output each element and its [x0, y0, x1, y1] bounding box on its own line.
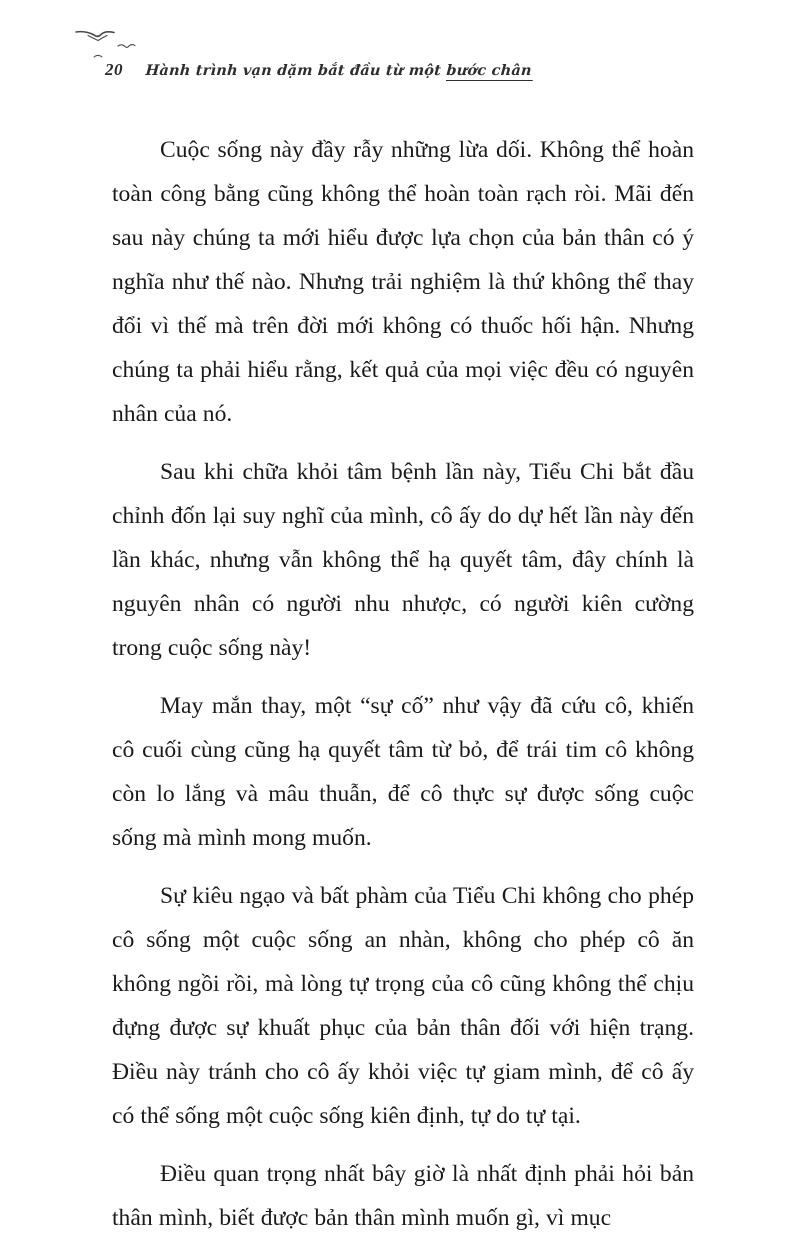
- paragraph: May mắn thay, một “sự cố” như vậy đã cứu cô, khiến cô cuối cùng cũng hạ quyết tâm từ bỏ, để trái tim cô không còn lo lắng và mâu thuẫn, để cô thực sự được sống cuộc sống mà mình mong muốn.: [112, 693, 694, 851]
- running-head: [105, 60, 531, 80]
- paragraph: Sự kiêu ngạo và bất phàm của Tiểu Chi không cho phép cô sống một cuộc sống an nhàn, không cho phép cô ăn không ngồi rồi, mà lòng tự trọng của cô cũng không thể chịu đựng được sự khuất phục của bản thân đối với hiện trạng. Điều này tránh cho cô ấy khỏi việc tự giam mình, để cô ấy có thể sống một cuộc sống kiên định, tự do tự tại.: [112, 883, 694, 1129]
- running-title-text: Hành trình vạn dặm bắt đầu từ một: [145, 62, 447, 79]
- page-number: 20: [105, 60, 123, 79]
- running-title-underlined-text: bước chân: [445, 62, 533, 79]
- paragraph: Điều quan trọng nhất bây giờ là nhất định phải hỏi bản thân mình, biết được bản thân mình muốn gì, vì mục: [112, 1161, 694, 1231]
- body-text-column: [112, 128, 694, 1240]
- page-header: [0, 0, 805, 100]
- running-title: [145, 62, 532, 79]
- paragraph: Cuộc sống này đầy rẫy những lừa dối. Không thể hoàn toàn công bằng cũng không thể hoàn toàn rạch ròi. Mãi đến sau này chúng ta mới hiểu được lựa chọn của bản thân có ý nghĩa như thế nào. Nhưng trải nghiệm là thứ không thể thay đổi vì thế mà trên đời mới không có thuốc hối hận. Nhưng chúng ta phải hiểu rằng, kết quả của mọi việc đều có nguyên nhân của nó.: [112, 137, 694, 427]
- paragraph: Sau khi chữa khỏi tâm bệnh lần này, Tiểu Chi bắt đầu chỉnh đốn lại suy nghĩ của mình, cô ấy do dự hết lần này đến lần khác, nhưng vẫn không thể hạ quyết tâm, đây chính là nguyên nhân có người nhu nhược, có người kiên cường trong cuộc sống này!: [112, 459, 694, 661]
